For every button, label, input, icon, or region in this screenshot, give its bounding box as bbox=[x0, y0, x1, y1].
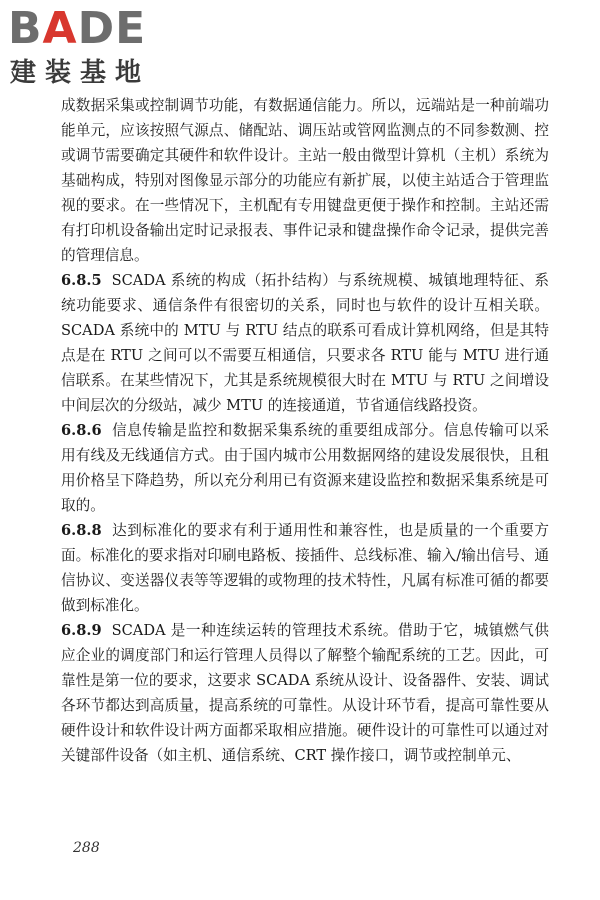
paragraph-6-8-6 bbox=[61, 418, 549, 518]
document-body bbox=[61, 93, 549, 768]
section-text: SCADA 是一种连续运转的管理技术系统。借助于它，城镇燃气供应企业的调度部门和运行管理人员得以了解整个输配系统的工艺。因此，可靠性是第一位的要求，这要求 SCADA 系统从设计、设备器件、安装、调试各环节都达到高质量，提高系统的可靠性。从设计环节看，提高可靠性要从硬件设计和软件设计两方面都采取相应措施。硬件设计的可靠性可以通过对关键部件设备（如主机、通信系统、CRT 操作接口，调节或控制单元、 bbox=[61, 622, 549, 764]
section-text: SCADA 系统的构成（拓扑结构）与系统规模、城镇地理特征、系统功能要求、通信条件有很密切的关系，同时也与软件的设计互相关联。SCADA 系统中的 MTU 与 RTU 结点的联系可看成计算机网络，但是其特点是在 RTU 之间可以不需要互相通信，只要求各 RTU 能与 MTU 进行通信联系。在某些情况下，尤其是系统规模很大时在 MTU 与 RTU 之间增设中间层次的分级站，减少 MTU 的连接通道，节省通信线路投资。 bbox=[61, 272, 549, 414]
section-number: 6.8.5 bbox=[61, 272, 102, 289]
logo-wordmark: BADE bbox=[8, 3, 147, 54]
bade-logo bbox=[8, 4, 183, 96]
section-text: 信息传输是监控和数据采集系统的重要组成部分。信息传输可以采用有线及无线通信方式。由于国内城市公用数据网络的建设发展很快，且租用价格呈下降趋势，所以充分利用已有资源来建设监控和数据采集系统是可取的。 bbox=[61, 422, 549, 514]
section-number: 6.8.8 bbox=[61, 522, 102, 539]
section-number: 6.8.6 bbox=[61, 422, 102, 439]
section-number: 6.8.9 bbox=[61, 622, 102, 639]
page-number: 288 bbox=[73, 840, 100, 856]
logo-subtitle: 建装基地 bbox=[10, 58, 151, 88]
paragraph-6-8-8 bbox=[61, 518, 549, 618]
section-text: 达到标准化的要求有利于通用性和兼容性，也是质量的一个重要方面。标准化的要求指对印刷电路板、接插件、总线标准、输入/输出信号、通信协议、变送器仪表等等逻辑的或物理的技术特性，凡属有标准可循的都要做到标准化。 bbox=[61, 522, 549, 614]
paragraph-6-8-5 bbox=[61, 268, 549, 418]
paragraph-continuation: 成数据采集或控制调节功能，有数据通信能力。所以，远端站是一种前端功能单元，应该按照气源点、储配站、调压站或管网监测点的不同参数测、控或调节需要确定其硬件和软件设计。主站一般由微型计算机（主机）系统为基础构成，特别对图像显示部分的功能应有新扩展，以使主站适合于管理监视的要求。在一些情况下，主机配有专用键盘更便于操作和控制。主站还需有打印机设备输出定时记录报表、事件记录和键盘操作命令记录，提供完善的管理信息。 bbox=[61, 97, 549, 264]
paragraph-6-8-9 bbox=[61, 618, 549, 768]
